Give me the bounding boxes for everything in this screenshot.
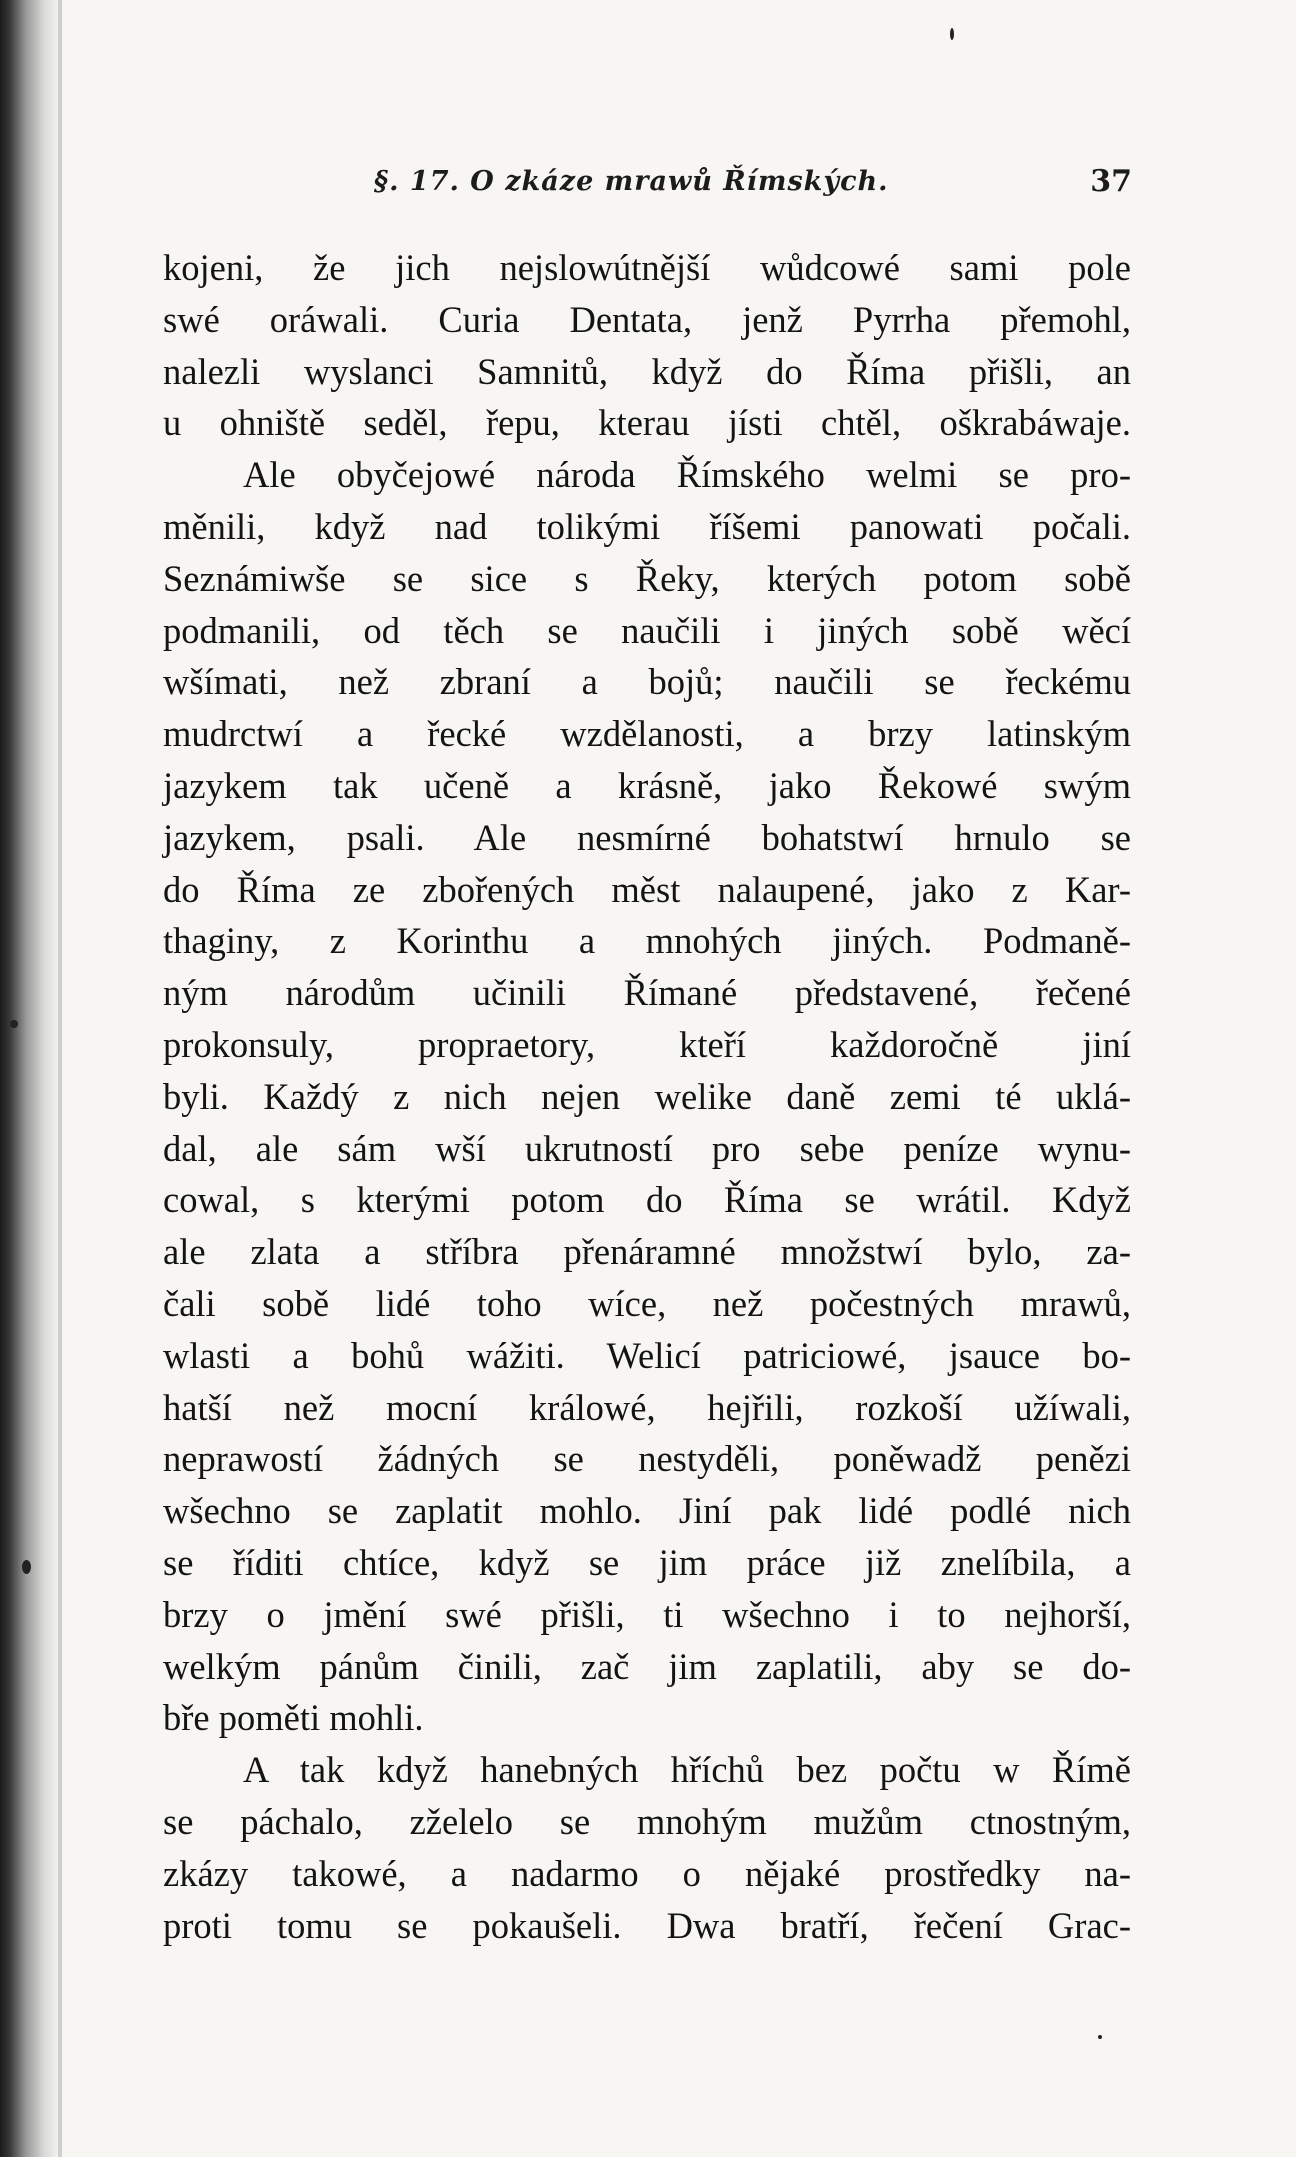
ink-speck [1098,2035,1102,2039]
ink-speck [950,28,954,40]
text-line: neprawostí žádných se nestyděli, poněwadž penězi [163,1438,1131,1480]
text-line: prokonsuly, propraetory, kteří každoročně jiní [163,1023,1131,1065]
text-line: A tak když hanebných hříchů bez počtu w Římě [243,1749,1131,1791]
text-line: jazykem tak učeně a krásně, jako Řekowé swým [163,764,1131,806]
text-line: podmanili, od těch se naučili i jiných sobě wěcí [163,609,1131,651]
text-line: brzy o jmění swé přišli, ti wšechno i to nejhorší, [163,1593,1131,1635]
page-gutter-shadow [0,0,58,2157]
text-line: hatší než mocní králowé, hejřili, rozkoší užíwali, [163,1386,1131,1428]
running-head [160,162,1140,212]
text-line: byli. Každý z nich nejen welike daně zemi té uklá- [163,1075,1131,1117]
text-line: wlasti a bohů wážiti. Welicí patriciowé, jsauce bo- [163,1334,1131,1376]
text-line: se říditi chtíce, když se jim práce již znelíbila, a [163,1541,1131,1583]
text-line: mudrctwí a řecké wzdělanosti, a brzy latinským [163,713,1131,755]
body-text [163,242,1131,1951]
text-line: Ale obyčejowé národa Římského welmi se pro- [243,454,1131,496]
text-line: dal, ale sám wší ukrutností pro sebe peníze wynu- [163,1127,1131,1169]
text-line: ným národům učinili Římané představené, řečené [163,972,1131,1014]
text-line: welkým pánům činili, zač jim zaplatili, aby se do- [163,1645,1131,1687]
text-line: ale zlata a stříbra přenáramné množstwí bylo, za- [163,1231,1131,1273]
text-line: do Říma ze zbořených měst nalaupené, jako z Kar- [163,868,1131,910]
text-line: thaginy, z Korinthu a mnohých jiných. Podmaně- [163,920,1131,962]
text-line: kojeni, že jich nejslowútnější wůdcowé sami pole [163,247,1131,288]
text-line: jazykem, psali. Ale nesmírné bohatstwí hrnulo se [163,816,1131,858]
text-line: cowal, s kterými potom do Říma se wrátil. Když [163,1179,1131,1221]
text-line: se páchalo, zželelo se mnohým mužům ctnostným, [163,1800,1131,1842]
running-head-title: §. 17. O zkáze mrawů Římských. [374,166,889,197]
text-line: wšímati, než zbraní a bojů; naučili se řeckému [163,661,1131,703]
ink-speck [10,1020,18,1028]
text-line: swé oráwali. Curia Dentata, jenž Pyrrha přemohl, [163,298,1131,340]
gutter-edge [58,0,62,2157]
text-line: bře poměti mohli. [163,1697,424,1739]
page-number: 37 [1090,164,1132,199]
text-line: proti tomu se pokaušeli. Dwa bratří, řečení Grac- [163,1904,1131,1946]
ink-speck [22,1560,31,1574]
text-line: Seznámiwše se sice s Řeky, kterých potom sobě [163,557,1131,599]
text-line: měnili, když nad tolikými říšemi panowati počali. [163,505,1131,547]
text-line: wšechno se zaplatit mohlo. Jiní pak lidé podlé nich [163,1490,1131,1532]
text-line: u ohniště seděl, řepu, kterau jísti chtěl, oškrabáwaje. [163,402,1131,444]
text-line: nalezli wyslanci Samnitů, když do Říma přišli, an [163,350,1131,392]
text-line: zkázy takowé, a nadarmo o nějaké prostředky na- [163,1852,1131,1894]
text-line: čali sobě lidé toho wíce, než počestných mrawů, [163,1282,1131,1324]
